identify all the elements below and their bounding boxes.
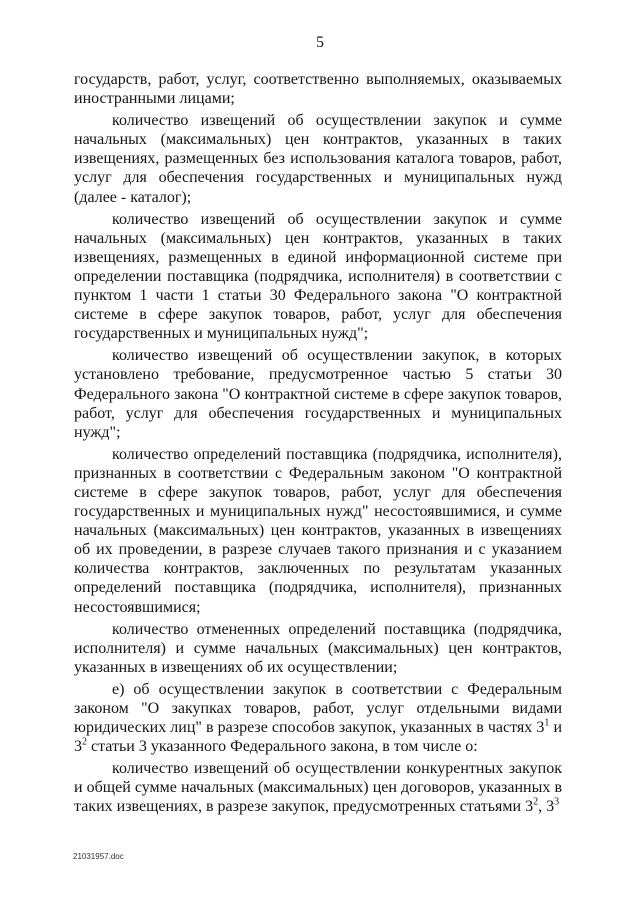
paragraph-2: количество извещений об осуществлении закупок и сумме начальных (максимальных) цен контрактов, указанных в таких извещениях, размещенных без использования каталога товаров, работ, услуг для обеспечения государственных и муниципальных нужд (далее - каталог);	[74, 112, 562, 206]
paragraph-5: количество определений поставщика (подрядчика, исполнителя), признанных в соответствии с Федеральным законом "О контрактной системе в сфере закупок товаров, работ, услуг для обеспечения государственных и муниципальных нужд" несостоявшимися, и сумме начальных (максимальных) цен контрактов, указанных в извещениях об их проведении, в разрезе случаев такого признания и с указанием количества контрактов, заключенных по результатам указанных определений поставщика (подрядчика, исполнителя), признанных несостоявшимися;	[74, 445, 562, 616]
paragraph-last-text-2: , 3	[538, 798, 555, 816]
paragraph-e-text-3: статьи 3 указанного Федерального закона, в том числе о:	[87, 738, 478, 756]
document-body	[74, 70, 562, 820]
paragraph-3: количество извещений об осуществлении закупок и сумме начальных (максимальных) цен контрактов, указанных в таких извещениях, размещенных в единой информационной системе при определении поставщика (подрядчика, исполнителя) в соответствии с пунктом 1 части 1 статьи 30 Федерального закона "О контрактной системе в сфере закупок товаров, работ, услуг для обеспечения государственных и муниципальных нужд";	[74, 210, 562, 343]
paragraph-e-text-1: е) об осуществлении закупок в соответствии с Федеральным законом "О закупках товаров, работ, услуг отдельными видами юридических лиц" в разрезе способов закупок, указанных в частях 3	[74, 680, 562, 737]
superscript-3: 2	[533, 797, 539, 809]
page-number: 5	[316, 34, 324, 51]
paragraph-4: количество извещений об осуществлении закупок, в которых установлено требование, предусмотренное частью 5 статьи 30 Федерального закона "О контрактной системе в сфере закупок товаров, работ, услуг для обеспечения государственных и муниципальных нужд";	[74, 347, 562, 441]
paragraph-last-text-1: количество извещений об осуществлении конкурентных закупок и общей сумме начальных (максимальных) цен договоров, указанных в таких извещениях, в разрезе закупок, предусмотренных статьями 3	[74, 760, 562, 816]
superscript-2: 2	[82, 736, 87, 748]
paragraph-last	[74, 759, 562, 816]
superscript-4: 3	[554, 797, 560, 809]
footer-doc-id: 21031957.doc	[73, 852, 124, 861]
paragraph-1: государств, работ, услуг, соответственно выполняемых, оказываемых иностранными лицами;	[74, 71, 562, 108]
paragraph-6: количество отмененных определений поставщика (подрядчика, исполнителя) и сумме начальных (максимальных) цен контрактов, указанных в извещениях об их осуществлении;	[74, 620, 562, 676]
paragraph-e-text-2: и 3	[74, 719, 563, 756]
superscript-1: 1	[544, 717, 550, 729]
paragraph-e	[74, 680, 562, 756]
